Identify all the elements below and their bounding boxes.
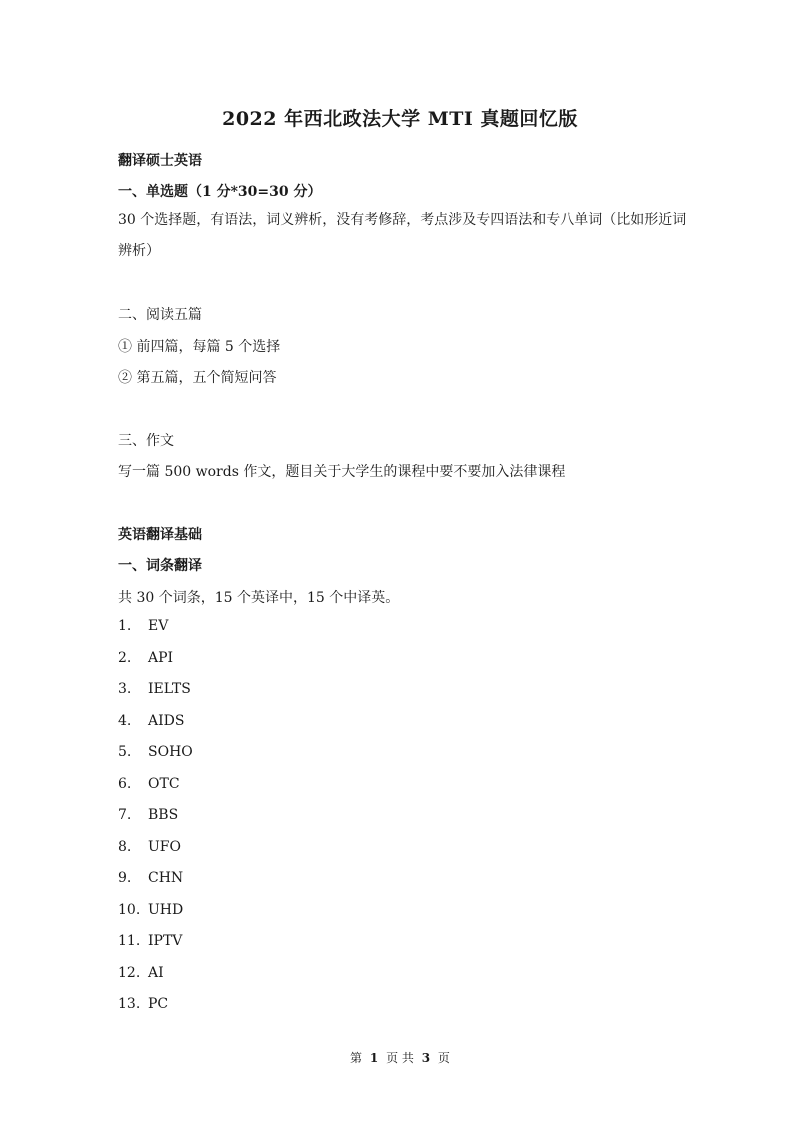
- footer-prefix: 第: [350, 1051, 363, 1065]
- list-item-term: AI: [148, 965, 164, 981]
- list-item-term: UHD: [148, 902, 184, 918]
- list-item: [118, 807, 178, 823]
- document-title: 2022 年西北政法大学 MTI 真题回忆版: [222, 108, 578, 130]
- list-item-number: 2.: [118, 650, 132, 666]
- list-item-term: AIDS: [148, 713, 185, 729]
- list-item-term: PC: [148, 996, 169, 1012]
- list-item-number: 10.: [118, 902, 141, 918]
- question-heading-term-translation: 一、词条翻译: [118, 558, 202, 574]
- list-item: [118, 776, 180, 792]
- list-item-term: API: [148, 650, 174, 666]
- question-description-term-translation: 共 30 个词条，15 个英译中，15 个中译英。: [118, 590, 400, 606]
- list-item-number: 5.: [118, 744, 132, 760]
- list-item: [118, 713, 184, 729]
- list-item: [118, 965, 164, 981]
- list-item-term: OTC: [148, 776, 180, 792]
- reading-item-2: ② 第五篇，五个简短问答: [118, 370, 277, 386]
- question-description-essay: 写一篇 500 words 作文，题目关于大学生的课程中要不要加入法律课程: [118, 464, 566, 480]
- list-item-number: 12.: [118, 965, 141, 981]
- list-item: [118, 650, 173, 666]
- list-item-term: SOHO: [148, 744, 193, 760]
- page-footer: [0, 1049, 800, 1066]
- footer-current-page: 1: [369, 1051, 379, 1065]
- list-item-term: BBS: [148, 807, 179, 823]
- list-item-number: 7.: [118, 807, 132, 823]
- footer-mid: 页 共: [386, 1051, 414, 1065]
- footer-total-pages: 3: [421, 1051, 431, 1065]
- list-item-number: 1.: [118, 618, 132, 634]
- list-item-number: 6.: [118, 776, 132, 792]
- footer-suffix: 页: [437, 1051, 450, 1065]
- list-item-number: 11.: [118, 933, 141, 949]
- question-description-multiple-choice: 30 个选择题，有语法，词义辨析，没有考修辞，考点涉及专四语法和专八单词（比如形近词辨析）: [118, 212, 687, 259]
- list-item: [118, 744, 193, 760]
- reading-item-1: ① 前四篇，每篇 5 个选择: [118, 339, 281, 355]
- list-item-term: IPTV: [148, 933, 183, 949]
- question-heading-reading: 二、阅读五篇: [118, 307, 202, 323]
- list-item-number: 13.: [118, 996, 141, 1012]
- list-item-number: 3.: [118, 681, 132, 697]
- list-item: [118, 618, 168, 634]
- list-item: [118, 681, 191, 697]
- section-heading-translation-basics: 英语翻译基础: [118, 527, 202, 543]
- list-item: [118, 839, 181, 855]
- list-item: [118, 933, 182, 949]
- list-item: [118, 870, 183, 886]
- list-item: [118, 996, 168, 1012]
- list-item-number: 4.: [118, 713, 132, 729]
- list-item-term: EV: [148, 618, 169, 634]
- question-heading-essay: 三、作文: [118, 433, 174, 449]
- question-heading-multiple-choice: 一、单选题（1 分*30=30 分）: [118, 184, 322, 200]
- section-heading-translation-english: 翻译硕士英语: [118, 153, 202, 169]
- list-item-term: IELTS: [148, 681, 191, 697]
- list-item: [118, 902, 183, 918]
- list-item-number: 8.: [118, 839, 132, 855]
- list-item-number: 9.: [118, 870, 132, 886]
- list-item-term: UFO: [148, 839, 181, 855]
- list-item-term: CHN: [148, 870, 184, 886]
